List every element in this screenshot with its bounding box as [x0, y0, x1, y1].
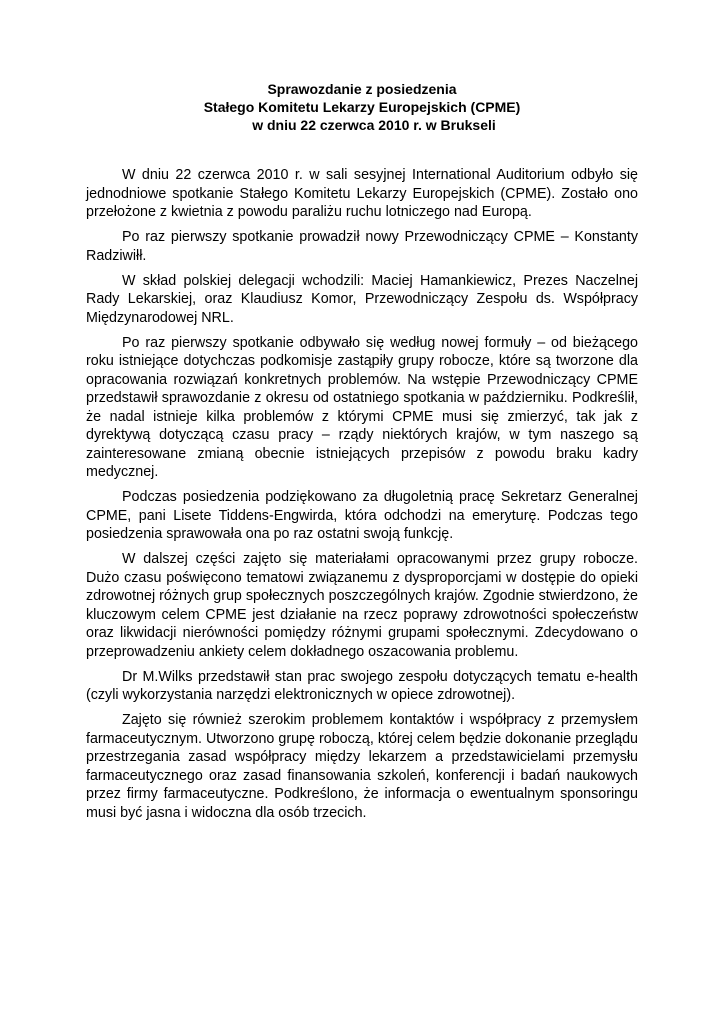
paragraph: W skład polskiej delegacji wchodzili: Maciej Hamankiewicz, Prezes Naczelnej Rady Lekarskiej, oraz Klaudiusz Komor, Przewodniczący Zespołu ds. Współpracy Międzynarodowej NRL.: [86, 272, 638, 326]
title-line-1: Sprawozdanie z posiedzenia: [267, 81, 457, 97]
paragraph: Podczas posiedzenia podziękowano za długoletnią pracę Sekretarz Generalnej CPME, pani Lisete Tiddens-Engwirda, która odchodzi na emeryturę. Podczas tego posiedzenia sprawowała ona po raz ostatni swoją funkcję.: [86, 489, 638, 542]
title-line-2: Stałego Komitetu Lekarzy Europejskich (CPME): [203, 99, 521, 115]
document-body: [86, 166, 638, 822]
document-title: [86, 80, 638, 134]
paragraph: Dr M.Wilks przedstawił stan prac swojego zespołu dotyczących tematu e-health (czyli wykorzystania narzędzi elektronicznych w opiece zdrowotnej).: [86, 668, 638, 703]
paragraph: Zajęto się również szerokim problemem kontaktów i współpracy z przemysłem farmaceutycznym. Utworzono grupę roboczą, której celem będzie dokonanie przeglądu przestrzegania zasad współpracy między lekarzem a przedstawicielami przemysłu farmaceutycznego oraz zasad finansowania szkoleń, konferencji i badań naukowych przez firmy farmaceutyczne. Podkreślono, że informacja o ewentualnym sponsoringu musi być jasna i widoczna dla osób trzecich.: [86, 712, 638, 821]
paragraph: Po raz pierwszy spotkanie prowadził nowy Przewodniczący CPME – Konstanty Radziwiłł.: [86, 229, 638, 264]
document-page: [86, 80, 638, 829]
paragraph: W dniu 22 czerwca 2010 r. w sali sesyjnej International Auditorium odbyło się jednodniowe spotkanie Stałego Komitetu Lekarzy Europejskich (CPME). Zostało ono przełożone z kwietnia z powodu paraliżu ruchu lotniczego nad Europą.: [86, 167, 638, 220]
title-line-3: w dniu 22 czerwca 2010 r. w Brukseli: [252, 117, 496, 133]
paragraph: W dalszej części zajęto się materiałami opracowanymi przez grupy robocze. Dużo czasu poświęcono tematowi związanemu z dysproporcjami w dostępie do opieki zdrowotnej różnych grup społecznych poszczególnych krajów. Zgodnie stwierdzono, że kluczowym celem CPME jest działanie na rzecz poprawy zdrowotności społeczeństw oraz likwidacji nierówności pomiędzy różnymi grupami społecznymi. Zdecydowano o przeprowadzeniu ankiety celem dokładnego oszacowania problemu.: [86, 551, 638, 660]
paragraph: Po raz pierwszy spotkanie odbywało się według nowej formuły – od bieżącego roku istniejące dotychczas podkomisje zastąpiły grupy robocze, które są tworzone dla opracowania rozwiązań konkretnych problemów. Na wstępie Przewodniczący CPME przedstawił sprawozdanie z okresu od ostatniego spotkania w październiku. Podkreślił, że nadal istnieje kilka problemów z którymi CPME musi się zmierzyć, tak jak z dyrektywą dotyczącą czasu pracy – rządy niektórych krajów, w tym naszego są zainteresowane zmianą obecnie istniejących przepisów z powodu braku kadry medycznej.: [86, 334, 638, 480]
